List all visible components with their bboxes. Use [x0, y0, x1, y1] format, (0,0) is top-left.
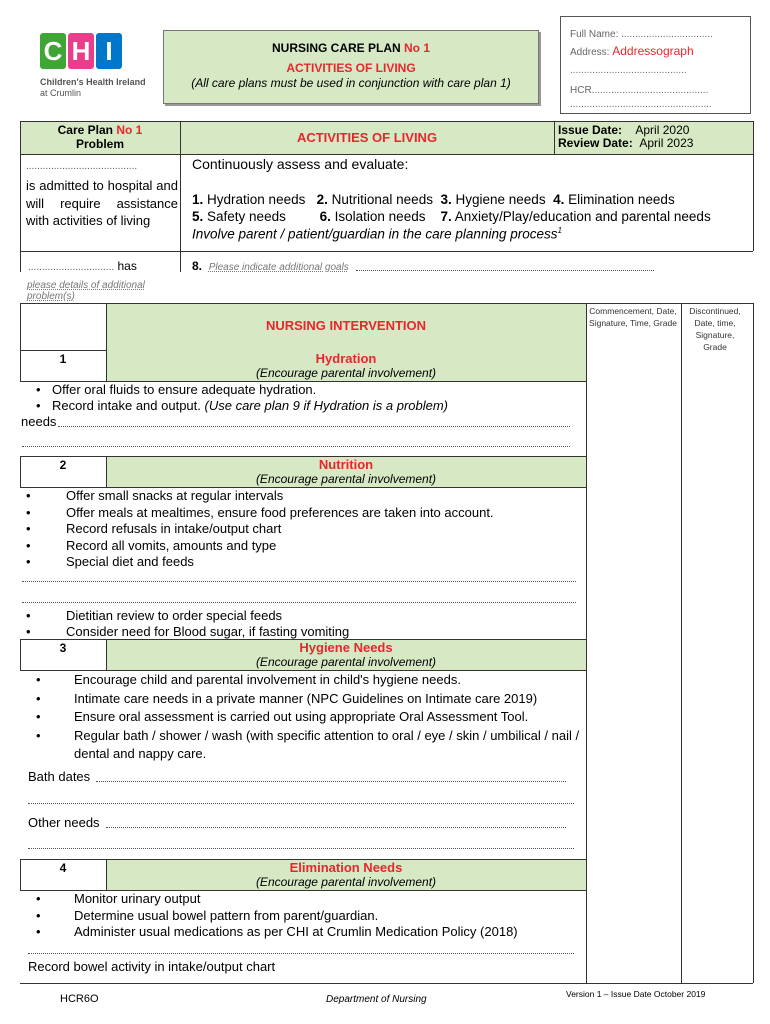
nutrition-sub: (Encourage parental involvement): [255, 472, 437, 486]
hcr-field[interactable]: HCR..........................................: [570, 85, 709, 96]
goal-8-dots: [356, 270, 654, 271]
logo-letter-i: I: [96, 33, 122, 69]
section-4-no: 4: [59, 861, 67, 875]
list-item: • Offer small snacks at regular intervals: [18, 488, 588, 505]
hygiene-dots-2[interactable]: [28, 803, 574, 804]
activities-heading: ACTIVITIES OF LIVING: [296, 130, 438, 145]
elimination-list: [28, 891, 586, 941]
review-date: Review Date: April 2023: [558, 136, 694, 150]
section-1-no: 1: [59, 352, 67, 366]
bath-dates-label: Bath dates: [28, 769, 91, 784]
goal-8[interactable]: 8. Please indicate additional goals: [192, 259, 349, 273]
record-bowel: Record bowel activity in intake/output chart: [28, 959, 276, 974]
hygiene-sub: (Encourage parental involvement): [255, 655, 437, 669]
list-item: • Offer oral fluids to ensure adequate hydration.: [28, 382, 588, 398]
patient-box: [560, 16, 751, 114]
footer-dept: Department of Nursing: [326, 994, 427, 1005]
hygiene-list: [28, 671, 586, 764]
footer-code: HCR6O: [60, 993, 99, 1005]
full-name-field[interactable]: Full Name: .................................: [570, 29, 713, 40]
involve-text: Involve parent / patient/guardian in the care planning process$^1$: [192, 226, 562, 242]
list-item: • Ensure oral assessment is carried out using appropriate Oral Assessment Tool.: [28, 708, 586, 727]
address-dots: ..........................................: [570, 65, 687, 76]
nutrition-list-2: [18, 608, 588, 640]
header-box: [163, 30, 539, 104]
hydration-needs: needs: [21, 414, 57, 429]
nutrition-dots-1[interactable]: [22, 581, 576, 582]
problem-dots[interactable]: ........................................: [26, 161, 138, 172]
bath-dates-dots[interactable]: [96, 781, 566, 782]
nutrition-list: [18, 488, 588, 571]
other-needs-dots[interactable]: [106, 827, 566, 828]
list-item: • Dietitian review to order special feeds: [18, 608, 588, 624]
logo-letter-h: H: [68, 33, 94, 69]
section-2-no: 2: [59, 458, 67, 472]
problem-text: is admitted to hospital and will require assistance with activities of living: [26, 178, 178, 228]
elimination-dots[interactable]: [28, 953, 574, 954]
intervention-heading: NURSING INTERVENTION: [265, 318, 427, 333]
hydration-dots-2[interactable]: [22, 446, 570, 447]
address-field[interactable]: Address: Addressograph: [570, 44, 694, 58]
header-note: (All care plans must be used in conjunction with care plan 1): [191, 76, 511, 90]
list-item: • Consider need for Blood sugar, if fasting vomiting: [18, 624, 588, 640]
logo-line1: Children's Health Ireland: [40, 77, 146, 87]
list-item: • Monitor urinary output: [28, 891, 586, 908]
hydration-title: Hydration: [315, 351, 377, 366]
logo-letter-c: C: [40, 33, 66, 69]
issue-date: Issue Date: April 2020: [558, 123, 690, 137]
chi-logo: [40, 33, 150, 103]
list-item: • Offer meals at mealtimes, ensure food preferences are taken into account.: [18, 505, 588, 522]
careplan-label: Care Plan No 1 Problem: [57, 123, 143, 151]
list-item: • Regular bath / shower / wash (with specific attention to oral / eye / skin / umbilical / nail / dental and nappy care.: [28, 727, 586, 764]
needs-line-2: 5. Safety needs 6. Isolation needs 7. Anxiety/Play/education and parental needs: [192, 209, 711, 224]
needs-line-1: 1. Hydration needs 2. Nutritional needs 3. Hygiene needs 4. Elimination needs: [192, 192, 675, 207]
nutrition-dots-2[interactable]: [22, 602, 576, 603]
has-field[interactable]: ............................... has: [28, 259, 137, 273]
elimination-sub: (Encourage parental involvement): [255, 875, 437, 889]
list-item: • Administer usual medications as per CHI at Crumlin Medication Policy (2018): [28, 924, 586, 941]
additional-problems: please details of additional problem(s): [27, 280, 145, 302]
patient-dots: ...................................................: [570, 99, 712, 110]
other-needs-label: Other needs: [28, 815, 100, 830]
section-3-no: 3: [59, 641, 67, 655]
needs-dots[interactable]: [58, 426, 570, 427]
hydration-sub: (Encourage parental involvement): [255, 366, 437, 380]
nutrition-title: Nutrition: [318, 457, 374, 472]
hygiene-title: Hygiene Needs: [299, 640, 393, 655]
elimination-title: Elimination Needs: [289, 860, 403, 875]
header-title: NURSING CARE PLAN No 1: [271, 41, 431, 55]
footer-version: Version 1 – Issue Date October 2019: [566, 989, 706, 999]
hygiene-dots-3[interactable]: [28, 848, 574, 849]
discontinued-header: Discontinued, Date, time, Signature, Grade: [689, 306, 741, 352]
list-item: • Intimate care needs in a private manner (NPC Guidelines on Intimate care 2019): [28, 690, 586, 709]
commencement-header: Commencement, Date, Signature, Time, Grade: [589, 306, 677, 328]
header-subtitle: ACTIVITIES OF LIVING: [286, 61, 416, 75]
list-item: • Special diet and feeds: [18, 554, 588, 571]
hydration-list: [28, 382, 588, 414]
list-item: • Record refusals in intake/output chart: [18, 521, 588, 538]
list-item: • Record intake and output. (Use care plan 9 if Hydration is a problem): [28, 398, 588, 414]
assess-text: Continuously assess and evaluate:: [192, 156, 409, 172]
list-item: • Record all vomits, amounts and type: [18, 538, 588, 555]
logo-line2: at Crumlin: [40, 88, 82, 98]
list-item: • Determine usual bowel pattern from parent/guardian.: [28, 908, 586, 925]
list-item: • Encourage child and parental involvement in child's hygiene needs.: [28, 671, 586, 690]
